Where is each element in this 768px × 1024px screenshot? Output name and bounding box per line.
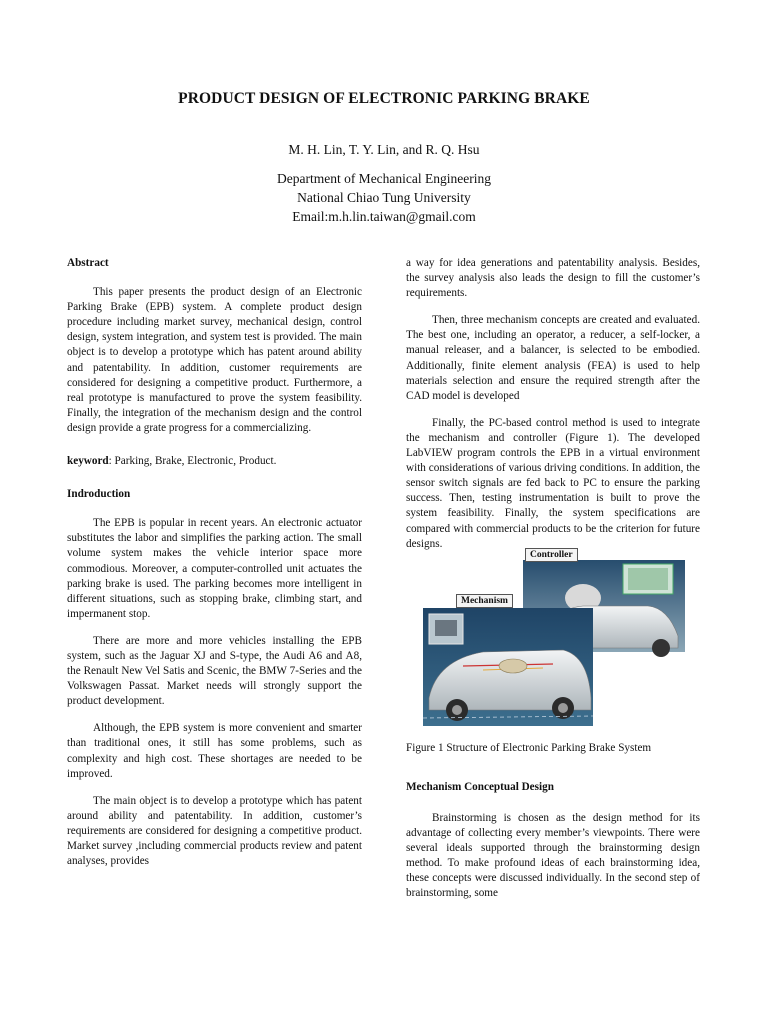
paper-title: PRODUCT DESIGN OF ELECTRONIC PARKING BRAKE bbox=[178, 90, 590, 107]
mechanism-section bbox=[406, 811, 700, 914]
intro-paragraph: The EPB is popular in recent years. An electronic actuator substitutes the labor and simplifies the parking action. The small volume system makes the vehicle interior space more commodious. Moreover, a computer-controlled unit actuates the parking brake is used. The parking becomes more intelligent in different situations, such as stopping brake, climbing start, and impermanent stop. bbox=[67, 517, 362, 620]
intro-paragraph: The main object is to develop a prototype which has patent around ability and patentability. In addition, customer’s requirements are considered for designing a competitive product. Market survey ,including commercial products review and patent analyses, provides bbox=[67, 794, 362, 868]
keyword-line bbox=[67, 454, 362, 469]
right-paragraph: a way for idea generations and patentability analysis. Besides, the survey analysis also leads the design to fill the customer’s requirements. bbox=[406, 257, 700, 300]
mechanism-paragraph: Brainstorming is chosen as the design method for its advantage of collecting every member’s viewpoints. There were several ideals supported through the brainstorming design method. To make profound ideas of each brainstorming idea, these concepts were discussed individually. In the second step of brainstorming, some bbox=[406, 812, 700, 900]
figure-caption: Figure 1 Structure of Electronic Parking Brake System bbox=[406, 742, 652, 754]
left-column bbox=[67, 256, 362, 881]
introduction-heading: Indroduction bbox=[67, 488, 131, 501]
figure-1-illustration bbox=[423, 548, 685, 726]
mechanism-heading: Mechanism Conceptual Design bbox=[406, 781, 554, 793]
right-paragraph: Finally, the PC-based control method is used to integrate the mechanism and controller (Figure 1). The developed LabVIEW program controls the EPB in a virtual environment with considerations of various driving conditions. In addition, the sensor switch signals are fed back to PC to ensure the parking success. Then, testing instrumentation is built to prove the system feasibility. Finally, the system specifications are compared with commercial products to be the criterion for future designs. bbox=[406, 416, 700, 550]
keyword-label: keyword bbox=[67, 455, 109, 468]
affiliation-email: Email:m.h.lin.taiwan@gmail.com bbox=[292, 209, 476, 224]
affiliation-block bbox=[0, 169, 768, 226]
paper-authors: M. H. Lin, T. Y. Lin, and R. Q. Hsu bbox=[288, 142, 480, 157]
affiliation-university: National Chiao Tung University bbox=[297, 190, 471, 205]
intro-paragraph: There are more and more vehicles installing the EPB system, such as the Jaguar XJ and S-type, the Audi A6 and A8, the Renault New Vel Satis and Scenic, the BMW 7-Series and the Volkswagen Passat. Market needs will strongly support the product development. bbox=[67, 634, 362, 708]
affiliation-department: Department of Mechanical Engineering bbox=[276, 171, 492, 186]
keyword-text: : Parking, Brake, Electronic, Product. bbox=[108, 455, 277, 468]
abstract-text: This paper presents the product design of an Electronic Parking Brake (EPB) system. A complete product design procedure including market survey, mechanical design, control design, system integration, and system test is provided. The main object is to develop a prototype which has patent around ability and patentability. In addition, customer requirements are considered for designing a competitive product. Furthermore, a real prototype is manufactured to prove the system feasibility. Finally, the integration of the mechanism design and the control design provide a grate progress for a commercializing. bbox=[67, 286, 362, 434]
car-system-drawing bbox=[423, 548, 685, 726]
figure-label-mechanism: Mechanism bbox=[456, 594, 513, 608]
intro-paragraph: Although, the EPB system is more convenient and smarter than traditional ones, it still has some problems, such as complexity and high cost. These shortages are needed to be improved. bbox=[67, 722, 362, 780]
right-paragraph: Then, three mechanism concepts are created and evaluated. The best one, including an operator, a reducer, a self-locker, a manual releaser, and a balancer, is selected to be embodied. Additionally, finite element analysis (FEA) is used to help materials selection and ensure the required strength after the CAD model is developed bbox=[406, 314, 700, 402]
abstract-heading: Abstract bbox=[67, 257, 109, 269]
figure-label-controller: Controller bbox=[525, 548, 578, 562]
right-column bbox=[406, 256, 700, 564]
